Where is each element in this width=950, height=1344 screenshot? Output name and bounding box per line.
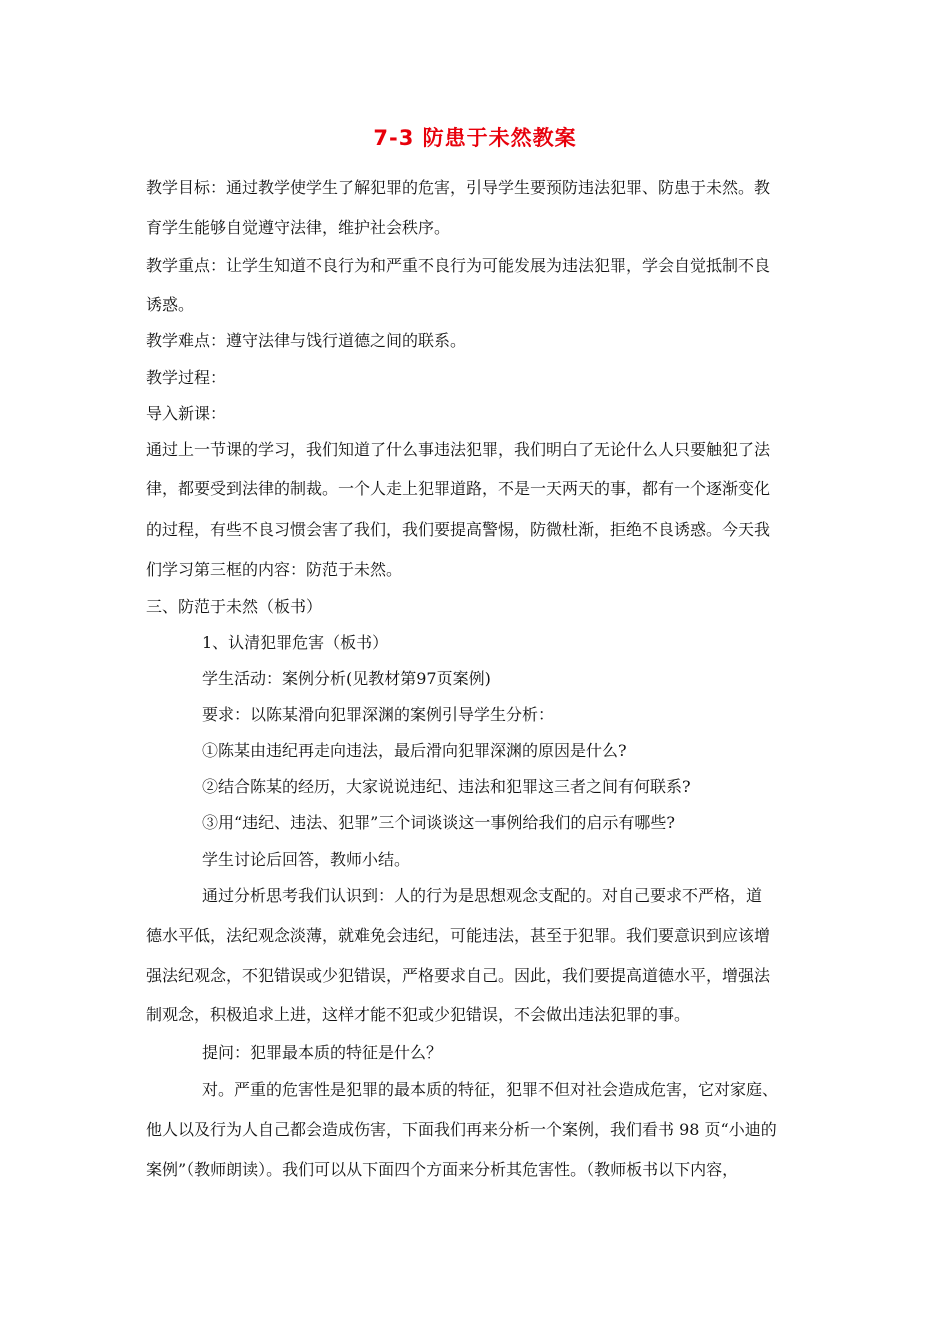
text-line: 教学过程：	[146, 368, 227, 387]
subsection-heading: 1、认清犯罪危害（板书）	[202, 633, 389, 652]
document-title: 7-3 防患于未然教案	[373, 126, 577, 150]
text-line: 导入新课：	[146, 404, 227, 423]
text-line: 学生活动：案例分析(见教材第97页案例)	[202, 669, 491, 688]
text-line: 诱惑。	[146, 295, 195, 314]
text-line: 他人以及行为人自己都会造成伤害，下面我们再来分析一个案例，我们看书 98 页“小迪的	[146, 1120, 777, 1139]
question-item: ①陈某由违纪再走向违法，最后滑向犯罪深渊的原因是什么?	[202, 741, 627, 760]
text-line: 案例”（教师朗读）。我们可以从下面四个方面来分析其危害性。（教师板书以下内容，	[146, 1160, 739, 1179]
text-line: 对。严重的危害性是犯罪的最本质的特征，犯罪不但对社会造成危害，它对家庭、	[202, 1080, 779, 1099]
text-line: 通过上一节课的学习，我们知道了什么事违法犯罪，我们明白了无论什么人只要触犯了法	[146, 440, 771, 459]
text-line: 们学习第三框的内容：防范于未然。	[146, 560, 403, 579]
text-line: 制观念，积极追求上进，这样才能不犯或少犯错误，不会做出违法犯罪的事。	[146, 1005, 691, 1024]
text-line: 强法纪观念，不犯错误或少犯错误，严格要求自己。因此，我们要提高道德水平，增强法	[146, 966, 771, 985]
text-line: 通过分析思考我们认识到：人的行为是思想观念支配的。对自己要求不严格，道	[202, 886, 763, 905]
section-heading: 三、防范于未然（板书）	[146, 597, 323, 616]
text-line: 的过程，有些不良习惯会害了我们，我们要提高警惕，防微杜渐，拒绝不良诱惑。今天我	[146, 520, 771, 539]
question-item: ②结合陈某的经历，大家说说违纪、违法和犯罪这三者之间有何联系?	[202, 777, 691, 796]
text-line: 教学目标：通过教学使学生了解犯罪的危害，引导学生要预防违法犯罪、防患于未然。教	[146, 178, 771, 197]
text-line: 律，都要受到法律的制裁。一个人走上犯罪道路，不是一天两天的事，都有一个逐渐变化	[146, 479, 771, 498]
text-line: 要求：以陈某滑向犯罪深渊的案例引导学生分析：	[202, 705, 555, 724]
text-line: 提问：犯罪最本质的特征是什么？	[202, 1043, 443, 1062]
text-line: 育学生能够自觉遵守法律，维护社会秩序。	[146, 218, 451, 237]
text-line: 教学难点：遵守法律与饯行道德之间的联系。	[146, 331, 467, 350]
question-item: ③用“违纪、违法、犯罪”三个词谈谈这一事例给我们的启示有哪些?	[202, 813, 675, 832]
text-line: 德水平低，法纪观念淡薄，就难免会违纪，可能违法，甚至于犯罪。我们要意识到应该增	[146, 926, 771, 945]
text-line: 学生讨论后回答，教师小结。	[202, 850, 411, 869]
text-line: 教学重点：让学生知道不良行为和严重不良行为可能发展为违法犯罪，学会自觉抵制不良	[146, 256, 771, 275]
